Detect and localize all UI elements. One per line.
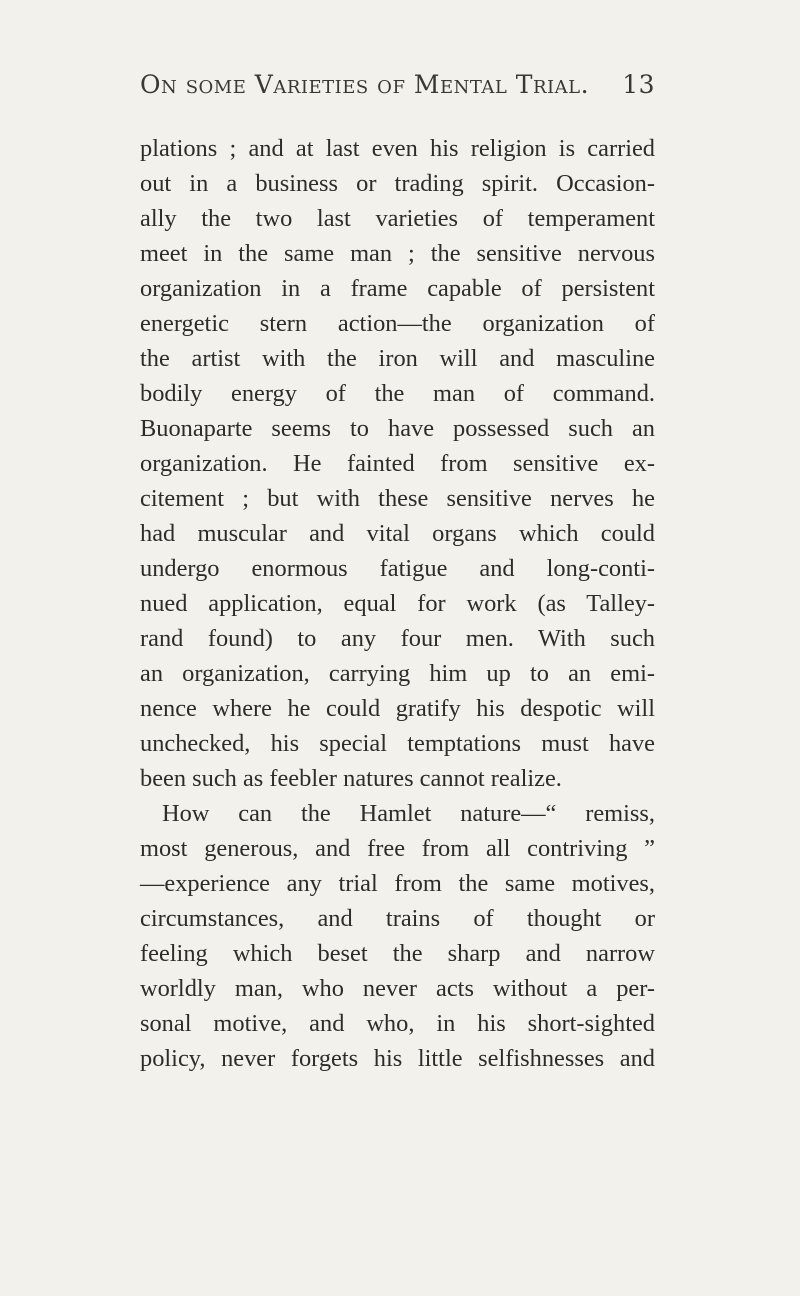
text-line: organization in a frame capable of persistent (140, 275, 655, 302)
text-line: nued application, equal for work (as Talley- (140, 590, 655, 617)
text-line: out in a business or trading spirit. Occasion- (140, 170, 655, 197)
text-line: meet in the same man ; the sensitive nervous (140, 240, 655, 267)
text-line: circumstances, and trains of thought or (140, 905, 655, 932)
running-head-title: On some Varieties of Mental Trial. (140, 70, 590, 99)
text-line: ally the two last varieties of temperament (140, 205, 655, 232)
text-line: plations ; and at last even his religion is carried (140, 135, 655, 162)
body-text (140, 131, 655, 1076)
text-line: rand found) to any four men. With such (140, 625, 655, 652)
text-line: energetic stern action—the organization of (140, 310, 655, 337)
running-head (140, 70, 655, 106)
text-line: undergo enormous fatigue and long-conti- (140, 555, 655, 582)
text-line: the artist with the iron will and masculine (140, 345, 655, 372)
text-line: policy, never forgets his little selfishnesses and (140, 1045, 655, 1072)
text-line: an organization, carrying him up to an emi- (140, 660, 655, 687)
text-line: feeling which beset the sharp and narrow (140, 940, 655, 967)
text-line: nence where he could gratify his despotic will (140, 695, 655, 722)
text-line: unchecked, his special temptations must have (140, 730, 655, 757)
page-number: 13 (622, 70, 655, 99)
text-line: —experience any trial from the same motives, (140, 870, 655, 897)
text-line: bodily energy of the man of command. (140, 380, 655, 407)
text-line: worldly man, who never acts without a per- (140, 975, 655, 1002)
text-line: been such as feebler natures cannot realize. (140, 765, 562, 792)
text-line: citement ; but with these sensitive nerves he (140, 485, 655, 512)
text-line: sonal motive, and who, in his short-sighted (140, 1010, 655, 1037)
text-line: How can the Hamlet nature—“ remiss, (162, 800, 655, 827)
text-line: organization. He fainted from sensitive ex- (140, 450, 655, 477)
text-line: Buonaparte seems to have possessed such an (140, 415, 655, 442)
text-line: had muscular and vital organs which could (140, 520, 655, 547)
text-line: most generous, and free from all contriving ” (140, 835, 655, 862)
